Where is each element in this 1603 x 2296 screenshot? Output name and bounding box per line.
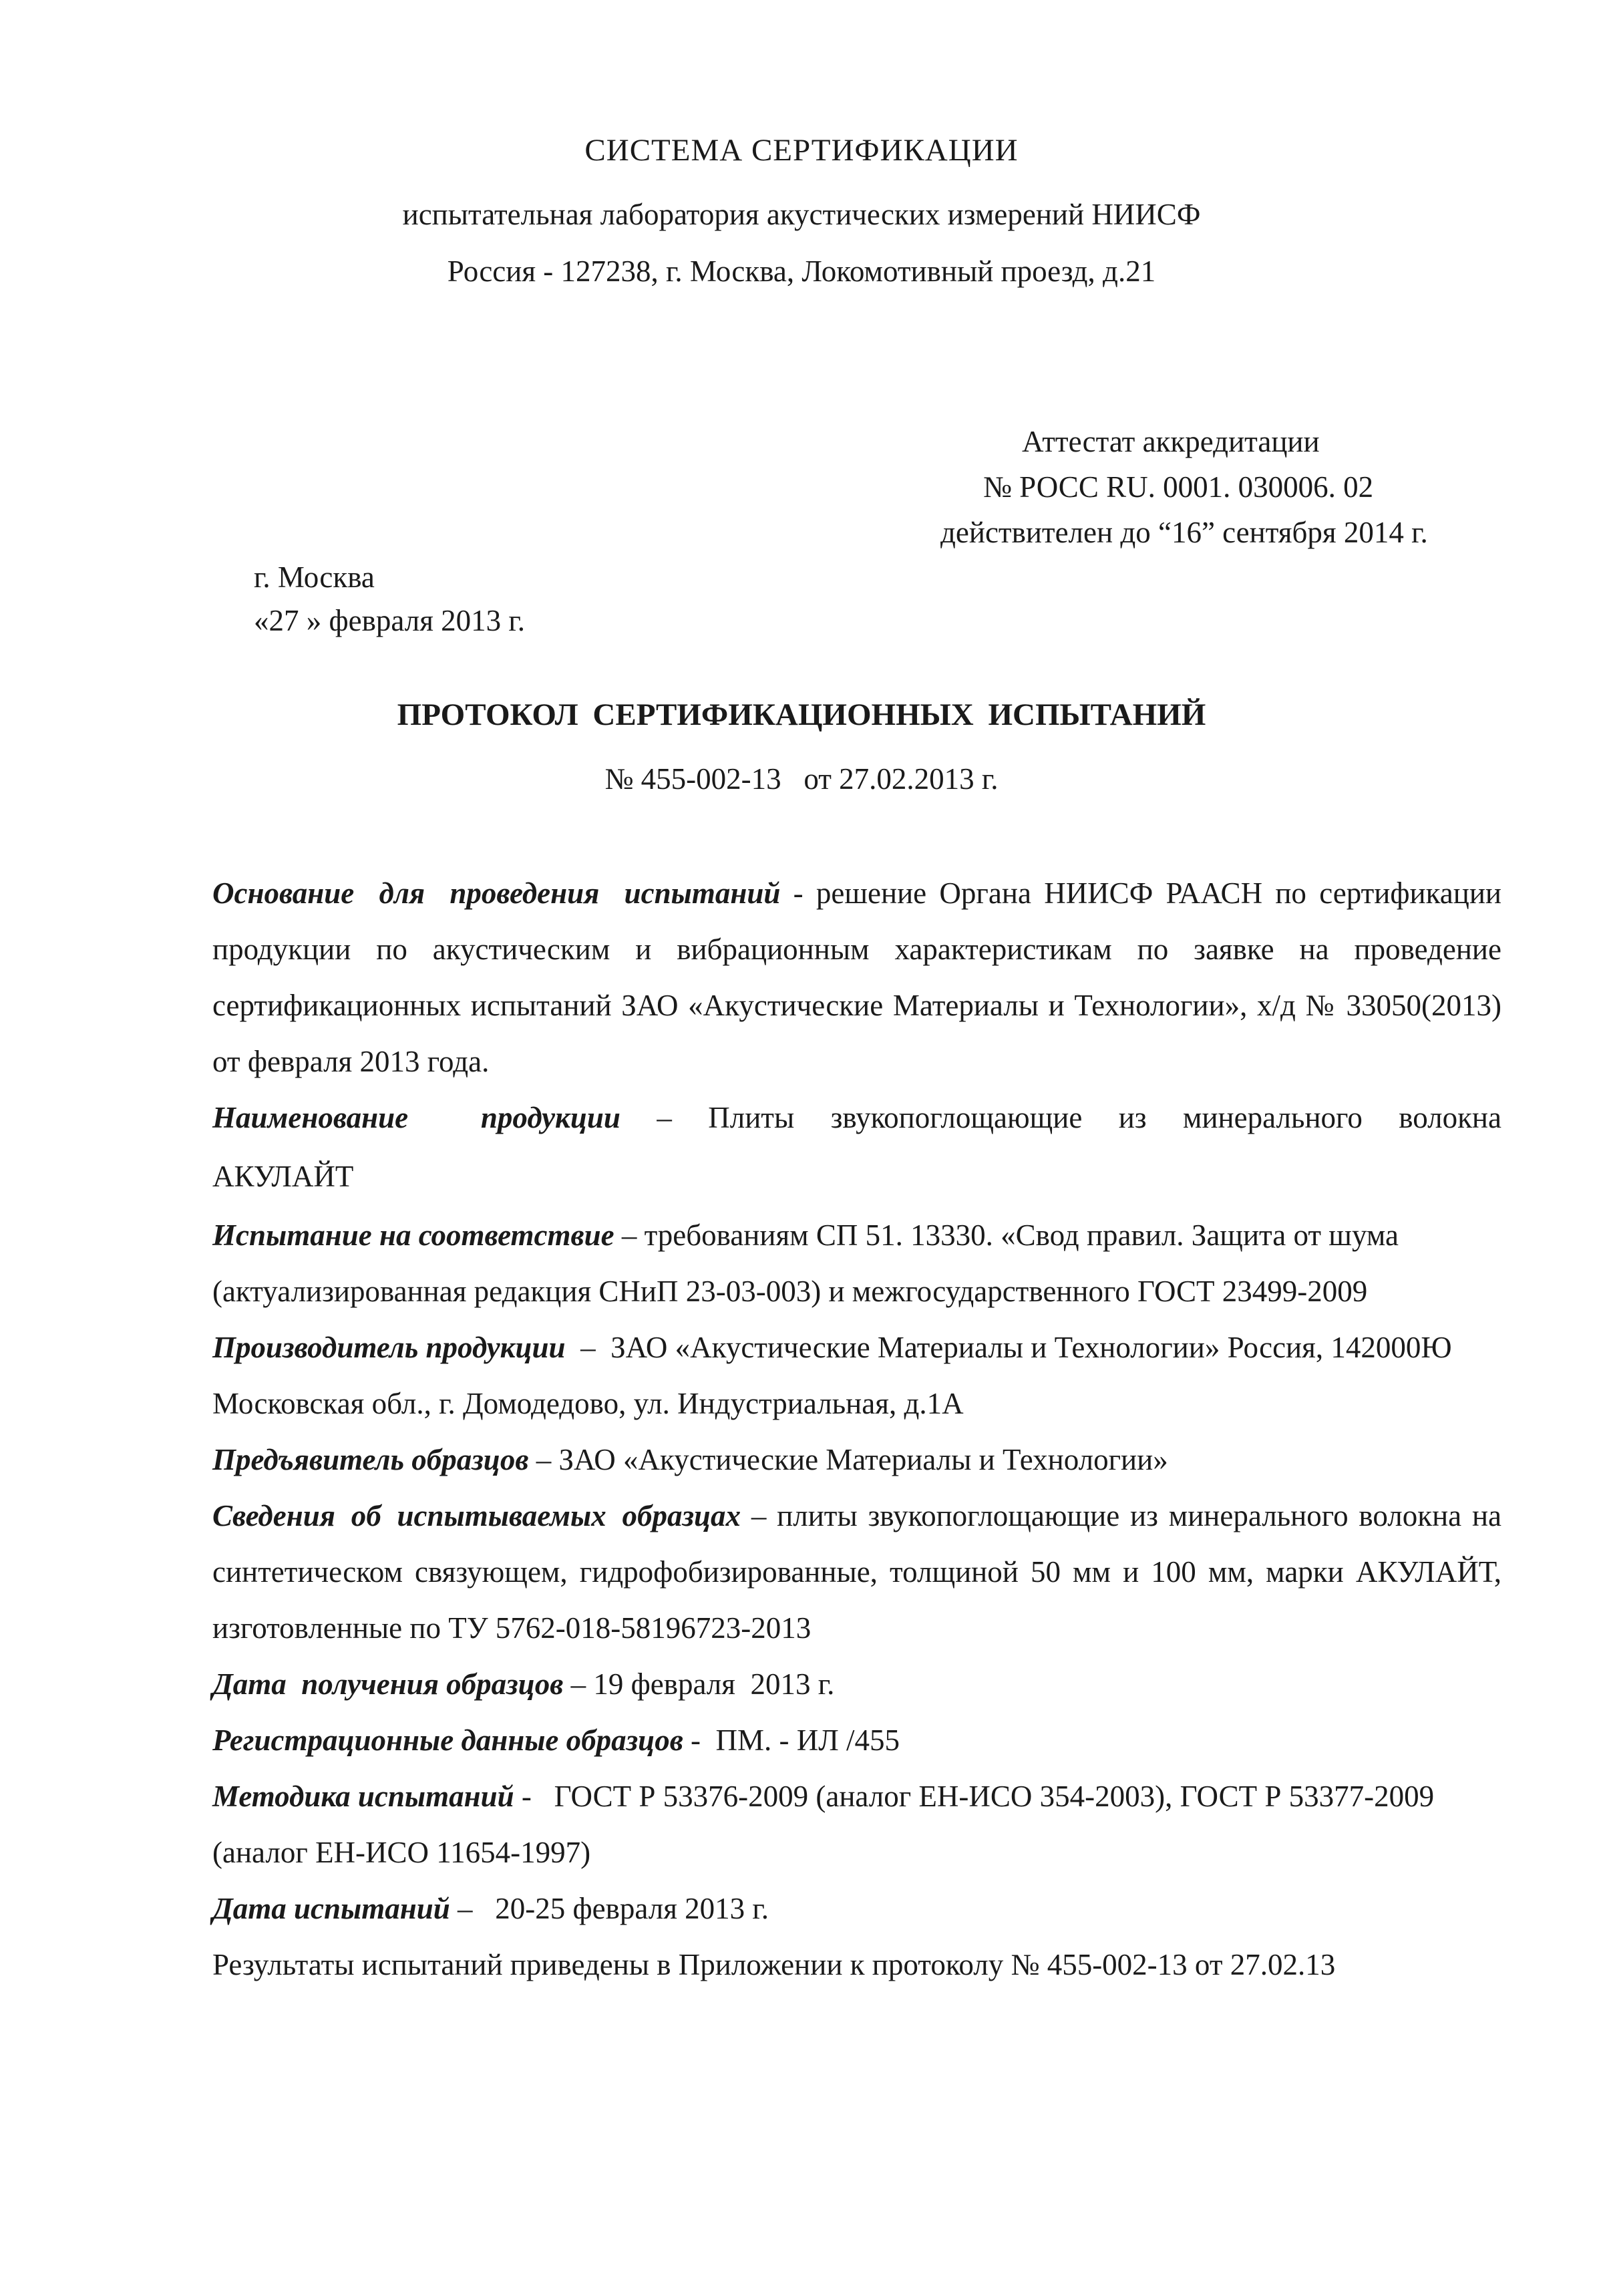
field-label: Регистрационные данные образцов bbox=[212, 1724, 683, 1757]
field-value: ПМ. - ИЛ /455 bbox=[715, 1724, 900, 1757]
field-label: Сведения об испытываемых образцах bbox=[212, 1499, 741, 1532]
product-brand: АКУЛАЙТ bbox=[212, 1160, 354, 1193]
field-separator: – bbox=[741, 1499, 777, 1532]
field-separator: – bbox=[528, 1443, 559, 1476]
field-separator: – bbox=[450, 1892, 496, 1925]
accreditation-line1: Аттестат аккредитации bbox=[1022, 425, 1320, 458]
field-value: Плиты звукопоглощающие из минерального волокна bbox=[708, 1101, 1501, 1134]
field-label: Производитель продукции bbox=[212, 1331, 566, 1364]
field-separator: - bbox=[780, 876, 816, 910]
field-conformity bbox=[212, 1207, 1501, 1319]
field-value: ГОСТ Р 53376-2009 (аналог ЕН-ИСО 354-2003), ГОСТ Р 53377-2009 (аналог ЕН-ИСО 11654-1997) bbox=[212, 1780, 1435, 1869]
field-value: требованиям СП 51. 13330. «Свод правил. Защита от шума (актуализированная редакция СНиП 23-03-003) и межгосударственного ГОСТ 23499-2009 bbox=[212, 1218, 1399, 1308]
protocol-number: № 455-002-13 от 27.02.2013 г. bbox=[604, 762, 999, 796]
field-separator: - bbox=[683, 1724, 716, 1757]
field-separator: - bbox=[514, 1780, 554, 1813]
field-value: 20-25 февраля 2013 г. bbox=[495, 1892, 769, 1925]
results-note: Результаты испытаний приведены в Приложении к протоколу № 455-002-13 от 27.02.13 bbox=[212, 1948, 1336, 1981]
document-date: «27 » февраля 2013 г. bbox=[254, 604, 526, 637]
field-label: Дата испытаний bbox=[212, 1892, 450, 1925]
accreditation-validity: действителен до “16” сентября 2014 г. bbox=[940, 516, 1428, 549]
field-separator: – bbox=[565, 1331, 611, 1364]
field-separator: – bbox=[614, 1218, 645, 1252]
field-received bbox=[212, 1656, 1501, 1712]
lab-name: испытательная лаборатория акустических измерений НИИСФ bbox=[402, 198, 1201, 231]
accreditation-number: № РОСС RU. 0001. 030006. 02 bbox=[983, 470, 1374, 504]
field-basis bbox=[212, 865, 1501, 1090]
field-value: ЗАО «Акустические Материалы и Технологии» bbox=[558, 1443, 1168, 1476]
field-value: 19 февраля 2013 г. bbox=[593, 1667, 835, 1701]
field-applicant bbox=[212, 1432, 1501, 1488]
field-value: плиты звукопоглощающие из минерального волокна на синтетическом связующем, гидрофобизированные, толщиной 50 мм и 100 мм, марки АКУЛАЙТ, изготовленные по ТУ 5762-018-58196723-2013 bbox=[212, 1499, 1501, 1645]
field-label: Предъявитель образцов bbox=[212, 1443, 529, 1476]
field-label: Основание для проведения испытаний bbox=[212, 876, 781, 910]
field-manufacturer bbox=[212, 1319, 1501, 1432]
field-product bbox=[212, 1090, 1501, 1146]
field-registration bbox=[212, 1712, 1501, 1768]
field-separator: – bbox=[620, 1101, 709, 1134]
field-label: Испытание на соответствие bbox=[212, 1218, 614, 1252]
field-label: Наименование продукции bbox=[212, 1101, 620, 1134]
lab-address: Россия - 127238, г. Москва, Локомотивный проезд, д.21 bbox=[447, 255, 1156, 288]
system-title: СИСТЕМА СЕРТИФИКАЦИИ bbox=[584, 133, 1019, 168]
field-value: ЗАО «Акустические Материалы и Технологии» Россия, 142000Ю Московская обл., г. Домодедово, ул. Индустриальная, д.1А bbox=[212, 1331, 1452, 1420]
field-label: Методика испытаний bbox=[212, 1780, 514, 1813]
field-label: Дата получения образцов bbox=[212, 1667, 564, 1701]
protocol-title: ПРОТОКОЛ СЕРТИФИКАЦИОННЫХ ИСПЫТАНИЙ bbox=[397, 697, 1206, 732]
field-method bbox=[212, 1768, 1501, 1880]
protocol-body bbox=[212, 865, 1501, 1993]
field-separator: – bbox=[563, 1667, 594, 1701]
city: г. Москва bbox=[254, 560, 375, 594]
field-test-date bbox=[212, 1880, 1501, 1937]
field-value: решение Органа НИИСФ РААСН по сертификации продукции по акустическим и вибрационным характеристикам по заявке на проведение сертификационных испытаний ЗАО «Акустические Материалы и Технологии», х/д № 33050(2013) от февраля 2013 года. bbox=[212, 876, 1501, 1078]
field-samples bbox=[212, 1488, 1501, 1656]
